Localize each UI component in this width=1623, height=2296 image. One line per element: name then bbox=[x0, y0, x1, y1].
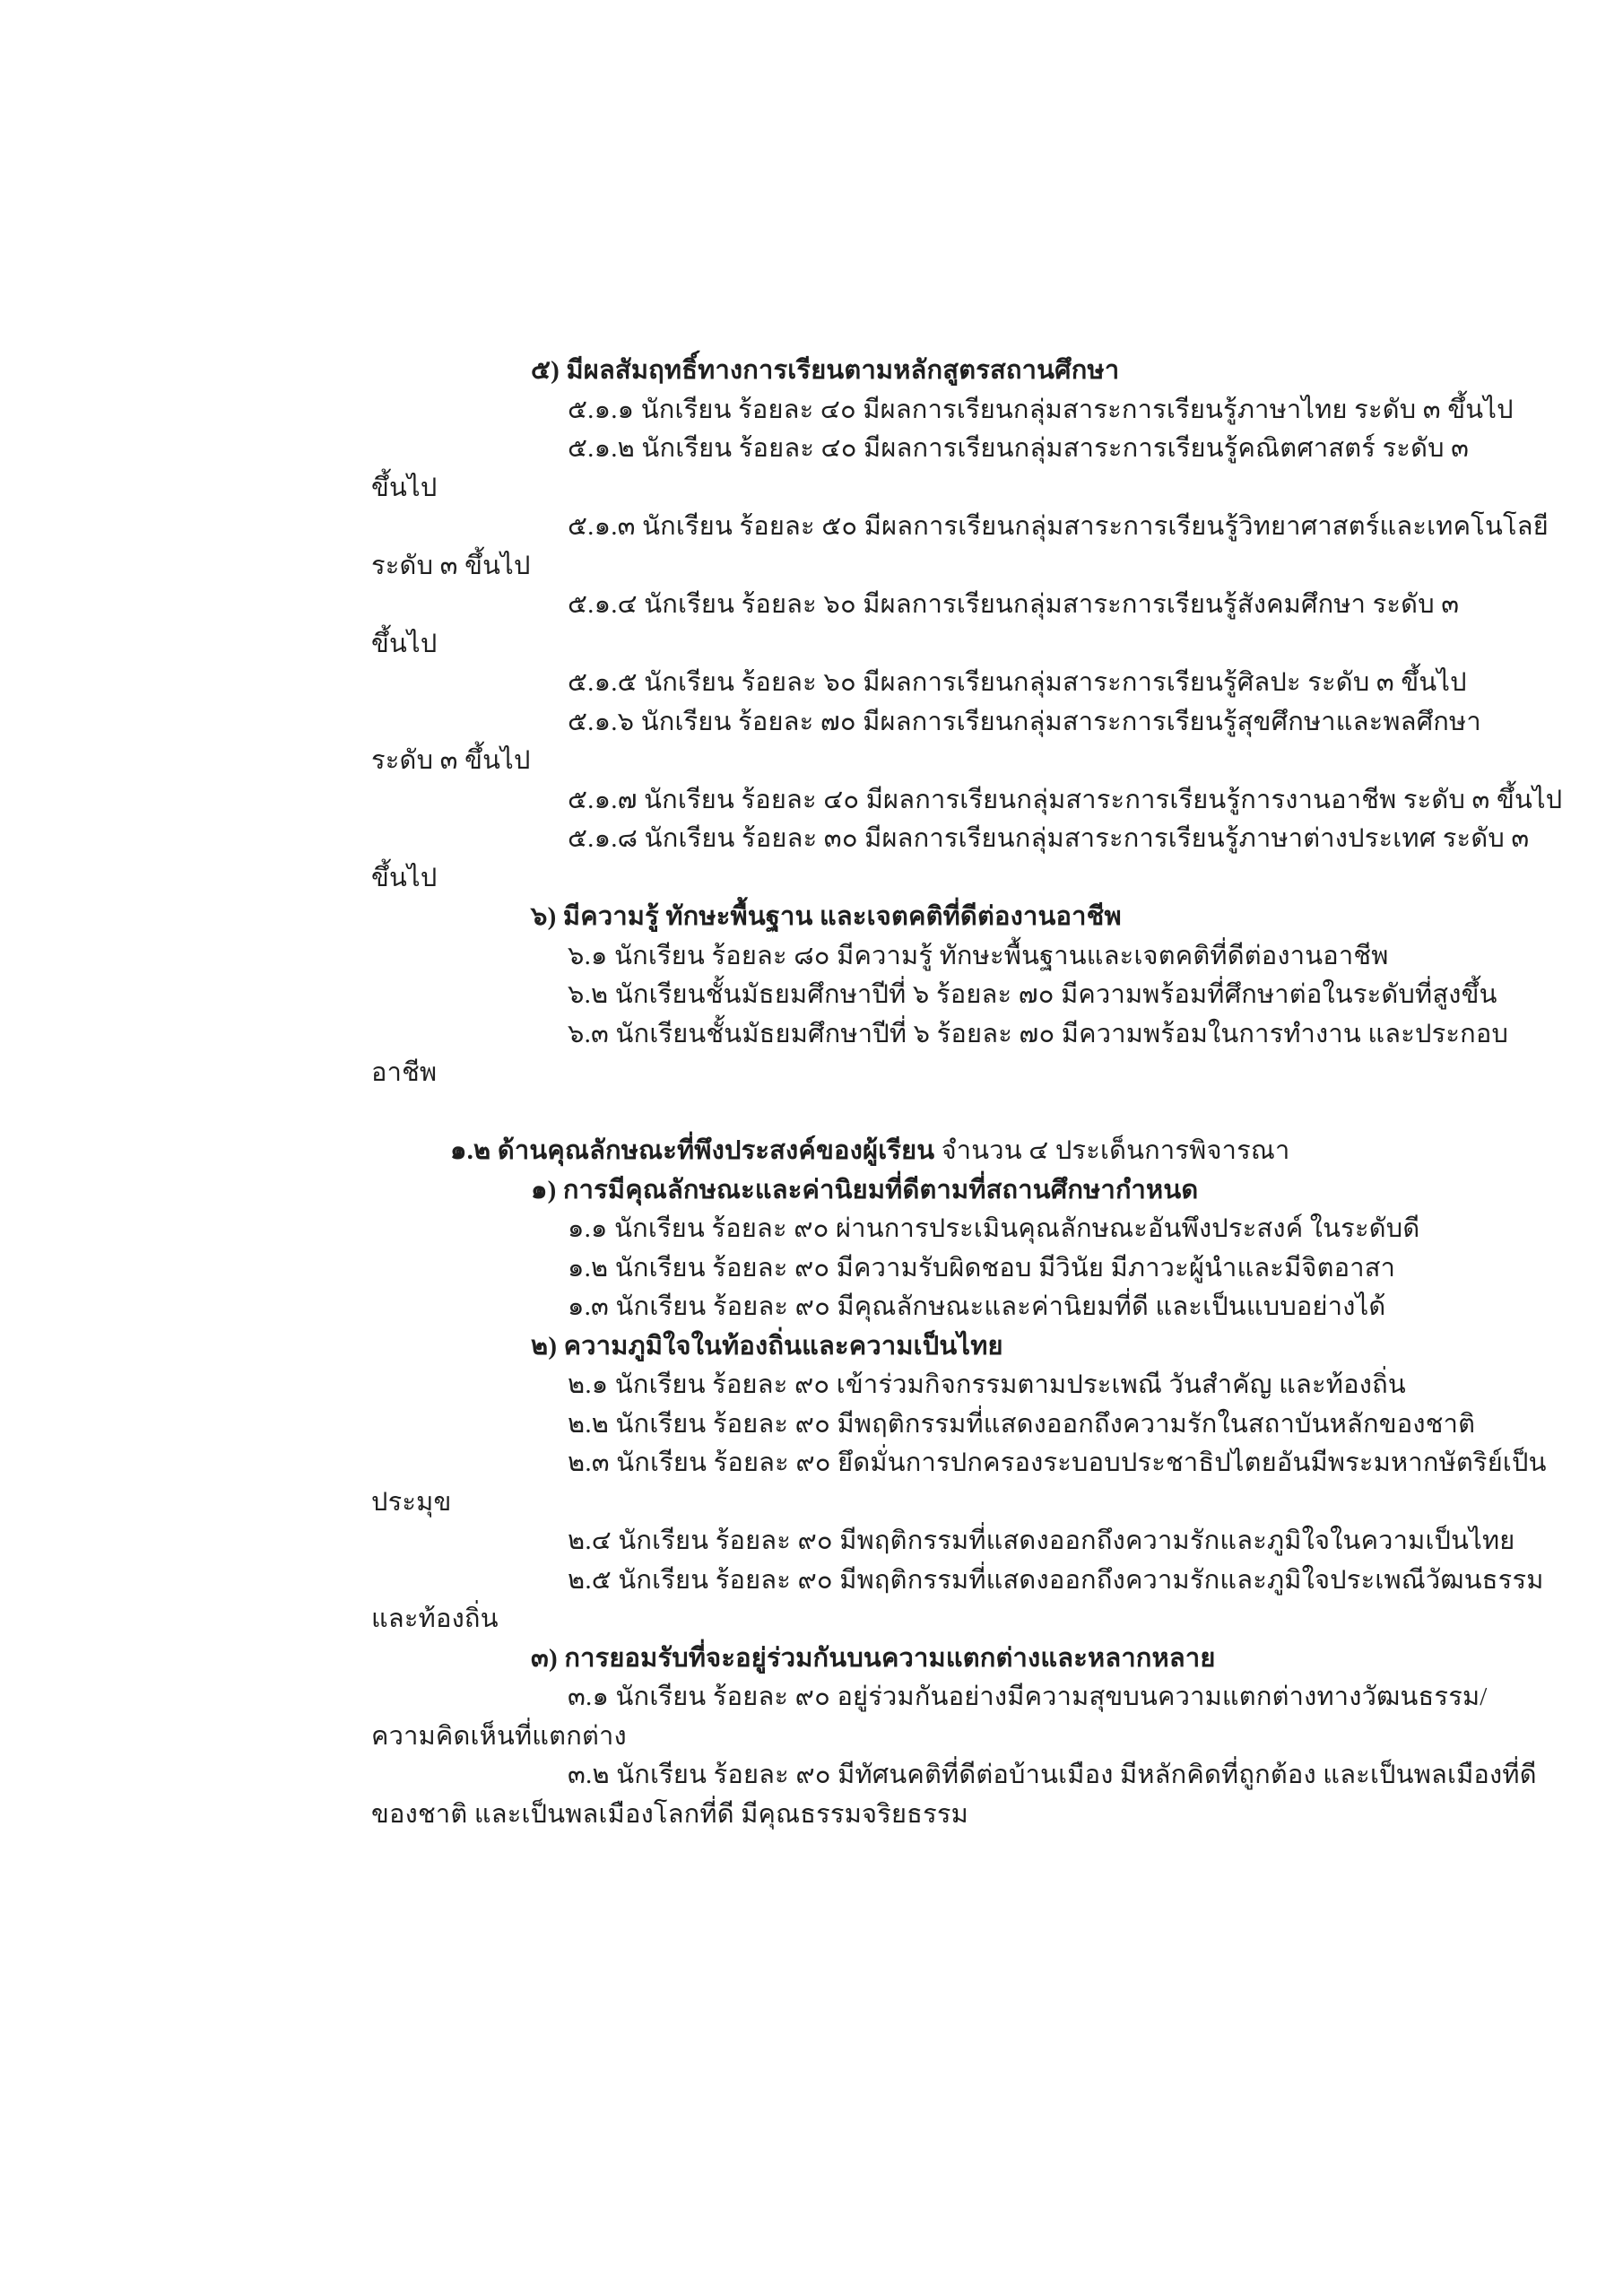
text-line bbox=[371, 469, 1411, 509]
text-line bbox=[371, 1718, 1411, 1757]
text-run: ๕) มีผลสัมฤทธิ์ทางการเรียนตามหลักสูตรสถานศึกษา bbox=[531, 356, 1120, 385]
text-run: ระดับ ๓ ขึ้นไป bbox=[371, 551, 531, 580]
text-run: ๖.๒ นักเรียนชั้นมัธยมศึกษาปีที่ ๖ ร้อยละ ๗๐ มีความพร้อมที่ศึกษาต่อในระดับที่สูงขึ้น bbox=[568, 980, 1497, 1009]
text-run: ๑) การมีคุณลักษณะและค่านิยมที่ดีตามที่สถานศึกษากำหนด bbox=[531, 1175, 1199, 1205]
text-line bbox=[371, 898, 1411, 937]
text-run: ๓.๒ นักเรียน ร้อยละ ๙๐ มีทัศนคติที่ดีต่อบ้านเมือง มีหลักคิดที่ถูกต้อง และเป็นพลเมืองที่ดี bbox=[568, 1761, 1537, 1789]
text-run: ๕.๑.๖ นักเรียน ร้อยละ ๗๐ มีผลการเรียนกลุ่มสาระการเรียนรู้สุขศึกษาและพลศึกษา bbox=[568, 707, 1481, 736]
text-run: ขึ้นไป bbox=[371, 473, 438, 502]
text-line bbox=[371, 430, 1470, 469]
text-run: ๕.๑.๓ นักเรียน ร้อยละ ๕๐ มีผลการเรียนกลุ่มสาระการเรียนรู้วิทยาศาสตร์และเทคโนโลยี bbox=[568, 512, 1549, 541]
text-run: จำนวน ๔ ประเด็นการพิจารณา bbox=[934, 1136, 1290, 1165]
text-line bbox=[371, 1405, 1476, 1445]
text-line bbox=[371, 742, 1411, 781]
text-line bbox=[371, 1639, 1411, 1679]
text-run: ๑.๓ นักเรียน ร้อยละ ๙๐ มีคุณลักษณะและค่านิยมที่ดี และเป็นแบบอย่างได้ bbox=[568, 1292, 1386, 1321]
text-line bbox=[371, 508, 1549, 547]
text-run: ๒.๕ นักเรียน ร้อยละ ๙๐ มีพฤติกรรมที่แสดงออกถึงความรักและภูมิใจประเพณีวัฒนธรรม bbox=[568, 1565, 1544, 1595]
text-run: และท้องถิ่น bbox=[371, 1605, 499, 1633]
blank-line bbox=[371, 1093, 1411, 1133]
text-run: ๕.๑.๗ นักเรียน ร้อยละ ๔๐ มีผลการเรียนกลุ่มสาระการเรียนรู้การงานอาชีพ ระดับ ๓ ขึ้นไป bbox=[568, 785, 1563, 814]
text-line bbox=[371, 976, 1497, 1015]
text-run: ระดับ ๓ ขึ้นไป bbox=[371, 746, 531, 775]
text-run: ๕.๑.๑ นักเรียน ร้อยละ ๔๐ มีผลการเรียนกลุ่มสาระการเรียนรู้ภาษาไทย ระดับ ๓ ขึ้นไป bbox=[568, 395, 1514, 424]
text-run: ๕.๑.๒ นักเรียน ร้อยละ ๔๐ มีผลการเรียนกลุ่มสาระการเรียนรู้คณิตศาสตร์ ระดับ ๓ bbox=[568, 434, 1470, 463]
text-line bbox=[371, 703, 1481, 743]
text-line bbox=[371, 1444, 1547, 1483]
text-line bbox=[371, 1678, 1488, 1718]
text-run: ๓) การยอมรับที่จะอยู่ร่วมกันบนความแตกต่างและหลากหลาย bbox=[531, 1643, 1216, 1673]
text-line bbox=[371, 1327, 1411, 1367]
text-line bbox=[371, 1132, 1411, 1171]
text-line bbox=[371, 937, 1411, 977]
text-line bbox=[371, 1483, 1411, 1523]
text-line bbox=[371, 586, 1460, 625]
text-run: ๑.๑ นักเรียน ร้อยละ ๙๐ ผ่านการประเมินคุณลักษณะอันพึงประสงค์ ในระดับดี bbox=[568, 1214, 1420, 1243]
text-run: ความคิดเห็นที่แตกต่าง bbox=[371, 1721, 627, 1751]
text-run: ๒.๒ นักเรียน ร้อยละ ๙๐ มีพฤติกรรมที่แสดงออกถึงความรักในสถาบันหลักของชาติ bbox=[568, 1409, 1476, 1439]
text-line bbox=[371, 1366, 1411, 1405]
text-run: ๑.๒ นักเรียน ร้อยละ ๙๐ มีความรับผิดชอบ มีวินัย มีภาวะผู้นำและมีจิตอาสา bbox=[568, 1253, 1396, 1283]
document-body bbox=[371, 352, 1563, 1834]
text-line bbox=[371, 1522, 1515, 1561]
text-run: อาชีพ bbox=[371, 1058, 438, 1087]
text-run: ขึ้นไป bbox=[371, 629, 438, 658]
text-run: ๕.๑.๘ นักเรียน ร้อยละ ๓๐ มีผลการเรียนกลุ่มสาระการเรียนรู้ภาษาต่างประเทศ ระดับ ๓ bbox=[568, 824, 1530, 853]
text-line bbox=[371, 664, 1467, 703]
text-line bbox=[371, 1561, 1544, 1601]
text-line bbox=[371, 1015, 1509, 1055]
text-run: ๒) ความภูมิใจในท้องถิ่นและความเป็นไทย bbox=[531, 1331, 1003, 1361]
text-run: ๓.๑ นักเรียน ร้อยละ ๙๐ อยู่ร่วมกันอย่างมีความสุขบนความแตกต่างทางวัฒนธรรม/ bbox=[568, 1683, 1488, 1711]
text-run: ๖.๑ นักเรียน ร้อยละ ๘๐ มีความรู้ ทักษะพื้นฐานและเจตคติที่ดีต่องานอาชีพ bbox=[568, 941, 1389, 970]
text-line bbox=[371, 1210, 1420, 1249]
text-line bbox=[371, 1288, 1411, 1327]
text-run: ๖) มีความรู้ ทักษะพื้นฐาน และเจตคติที่ดีต่องานอาชีพ bbox=[531, 902, 1122, 931]
text-run: ๒.๓ นักเรียน ร้อยละ ๙๐ ยึดมั่นการปกครองระบอบประชาธิปไตยอันมีพระมหากษัตริย์เป็น bbox=[568, 1448, 1547, 1477]
text-run: ๕.๑.๕ นักเรียน ร้อยละ ๖๐ มีผลการเรียนกลุ่มสาระการเรียนรู้ศิลปะ ระดับ ๓ ขึ้นไป bbox=[568, 668, 1467, 697]
text-run: ขึ้นไป bbox=[371, 863, 438, 892]
text-line bbox=[371, 547, 1411, 587]
text-run: ๖.๓ นักเรียนชั้นมัธยมศึกษาปีที่ ๖ ร้อยละ ๗๐ มีความพร้อมในการทำงาน และประกอบ bbox=[568, 1019, 1509, 1048]
text-line bbox=[371, 1796, 1411, 1835]
text-run: ๑.๒ ด้านคุณลักษณะที่พึงประสงค์ของผู้เรียน bbox=[450, 1136, 935, 1165]
text-line bbox=[371, 1054, 1411, 1093]
text-line bbox=[371, 1249, 1411, 1289]
text-line bbox=[371, 820, 1530, 859]
text-run: ๒.๑ นักเรียน ร้อยละ ๙๐ เข้าร่วมกิจกรรมตามประเพณี วันสำคัญ และท้องถิ่น bbox=[568, 1370, 1406, 1399]
text-run: ประมุข bbox=[371, 1487, 452, 1517]
text-line bbox=[371, 859, 1411, 899]
text-line bbox=[371, 781, 1563, 821]
text-line bbox=[371, 625, 1411, 665]
text-line bbox=[371, 1171, 1411, 1211]
text-run: ๕.๑.๔ นักเรียน ร้อยละ ๖๐ มีผลการเรียนกลุ่มสาระการเรียนรู้สังคมศึกษา ระดับ ๓ bbox=[568, 590, 1460, 619]
text-line bbox=[371, 352, 1411, 391]
text-line bbox=[371, 1600, 1411, 1639]
text-run: ๒.๔ นักเรียน ร้อยละ ๙๐ มีพฤติกรรมที่แสดงออกถึงความรักและภูมิใจในความเป็นไทย bbox=[568, 1526, 1515, 1555]
text-run: ของชาติ และเป็นพลเมืองโลกที่ดี มีคุณธรรมจริยธรรม bbox=[371, 1799, 968, 1829]
text-line bbox=[371, 1756, 1537, 1796]
text-lines-container bbox=[371, 352, 1563, 1834]
text-line bbox=[371, 391, 1514, 430]
